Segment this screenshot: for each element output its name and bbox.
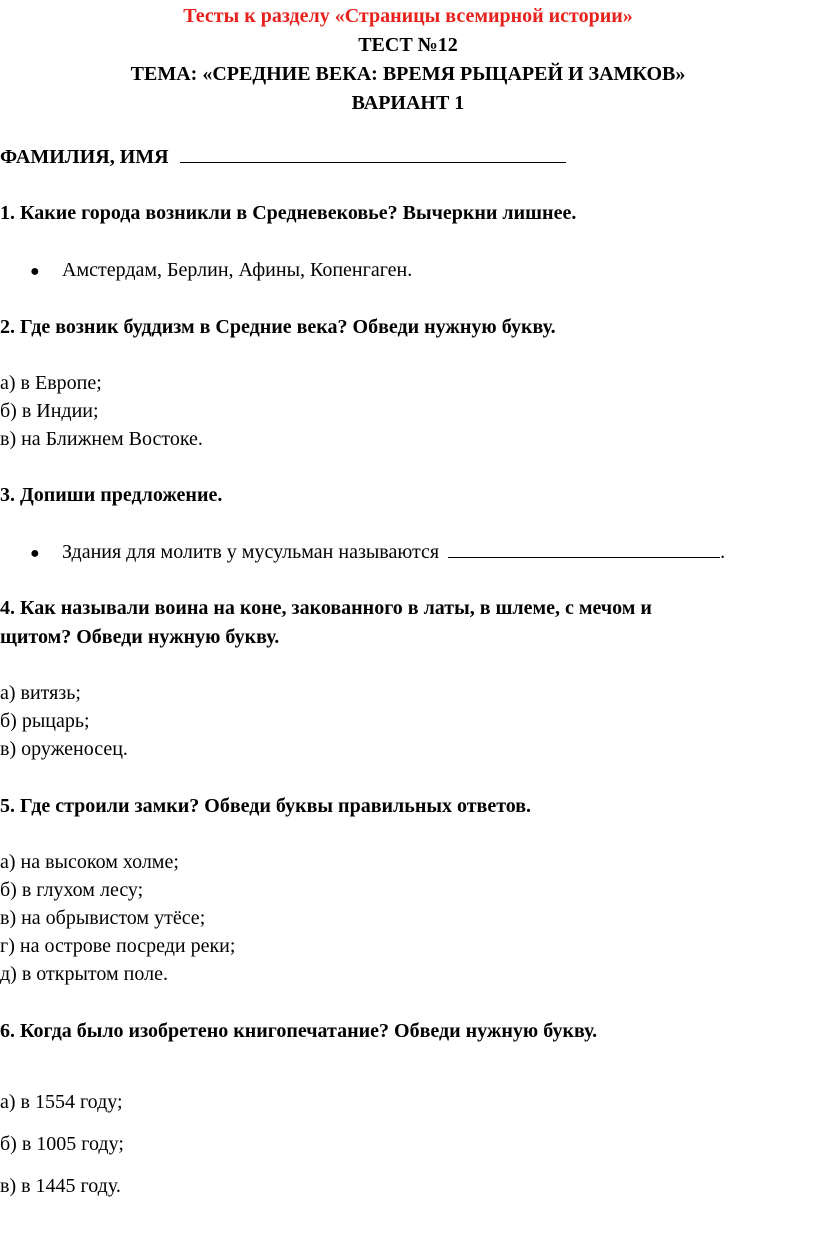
section-title: Тесты к разделу «Страницы всемирной истории» [183, 5, 633, 27]
question-1-text: 1. Какие города возникли в Средневековье? Вычеркни лишнее. [0, 202, 577, 224]
question-4-option-b[interactable]: б) рыцарь; [0, 710, 90, 732]
question-6-text: 6. Когда было изобретено книгопечатание? Обведи нужную букву. [0, 1020, 598, 1042]
question-2-option-a[interactable]: а) в Европе; [0, 372, 102, 394]
question-6-option-b[interactable]: б) в 1005 году; [0, 1133, 124, 1155]
question-1-bullet [30, 256, 412, 286]
question-4-option-c[interactable]: в) оруженосец. [0, 738, 128, 760]
question-2-option-c[interactable]: в) на Ближнем Востоке. [0, 428, 203, 450]
question-5-option-a[interactable]: а) на высоком холме; [0, 851, 179, 873]
test-variant: ВАРИАНТ 1 [351, 92, 465, 114]
question-5-option-b[interactable]: б) в глухом лесу; [0, 879, 144, 901]
question-5-text: 5. Где строили замки? Обведи буквы правильных ответов. [0, 795, 532, 817]
question-5-option-d[interactable]: г) на острове посреди реки; [0, 935, 236, 957]
question-6-option-a[interactable]: а) в 1554 году; [0, 1091, 123, 1113]
question-5-option-c[interactable]: в) на обрывистом утёсе; [0, 907, 206, 929]
bullet-icon: ● [30, 263, 40, 280]
question-6-option-c[interactable]: в) в 1445 году. [0, 1175, 121, 1197]
question-3-bullet-text: Здания для молитв у мусульман называются [62, 541, 440, 563]
name-field [0, 143, 566, 171]
test-number: ТЕСТ №12 [358, 34, 458, 56]
question-3-bullet-end: . [720, 541, 726, 563]
test-theme: ТЕМА: «СРЕДНИЕ ВЕКА: ВРЕМЯ РЫЦАРЕЙ И ЗАМКОВ» [130, 63, 686, 85]
question-3-bullet [30, 538, 725, 568]
bullet-icon: ● [30, 545, 40, 562]
name-input-line[interactable] [180, 144, 566, 163]
question-1-bullet-text: Амстердам, Берлин, Афины, Копенгаген. [62, 259, 413, 281]
question-4-option-a[interactable]: а) витязь; [0, 682, 81, 704]
question-4-text-line1: 4. Как называли воина на коне, закованного в латы, в шлеме, с мечом и [0, 597, 652, 619]
question-3-text: 3. Допиши предложение. [0, 484, 223, 506]
question-4-text-line2: щитом? Обведи нужную букву. [0, 626, 280, 648]
question-5-option-e[interactable]: д) в открытом поле. [0, 963, 168, 985]
question-2-text: 2. Где возник буддизм в Средние века? Обведи нужную букву. [0, 316, 556, 338]
question-2-option-b[interactable]: б) в Индии; [0, 400, 99, 422]
answer-input-line[interactable] [448, 539, 720, 558]
name-field-label: ФАМИЛИЯ, ИМЯ [0, 146, 169, 168]
